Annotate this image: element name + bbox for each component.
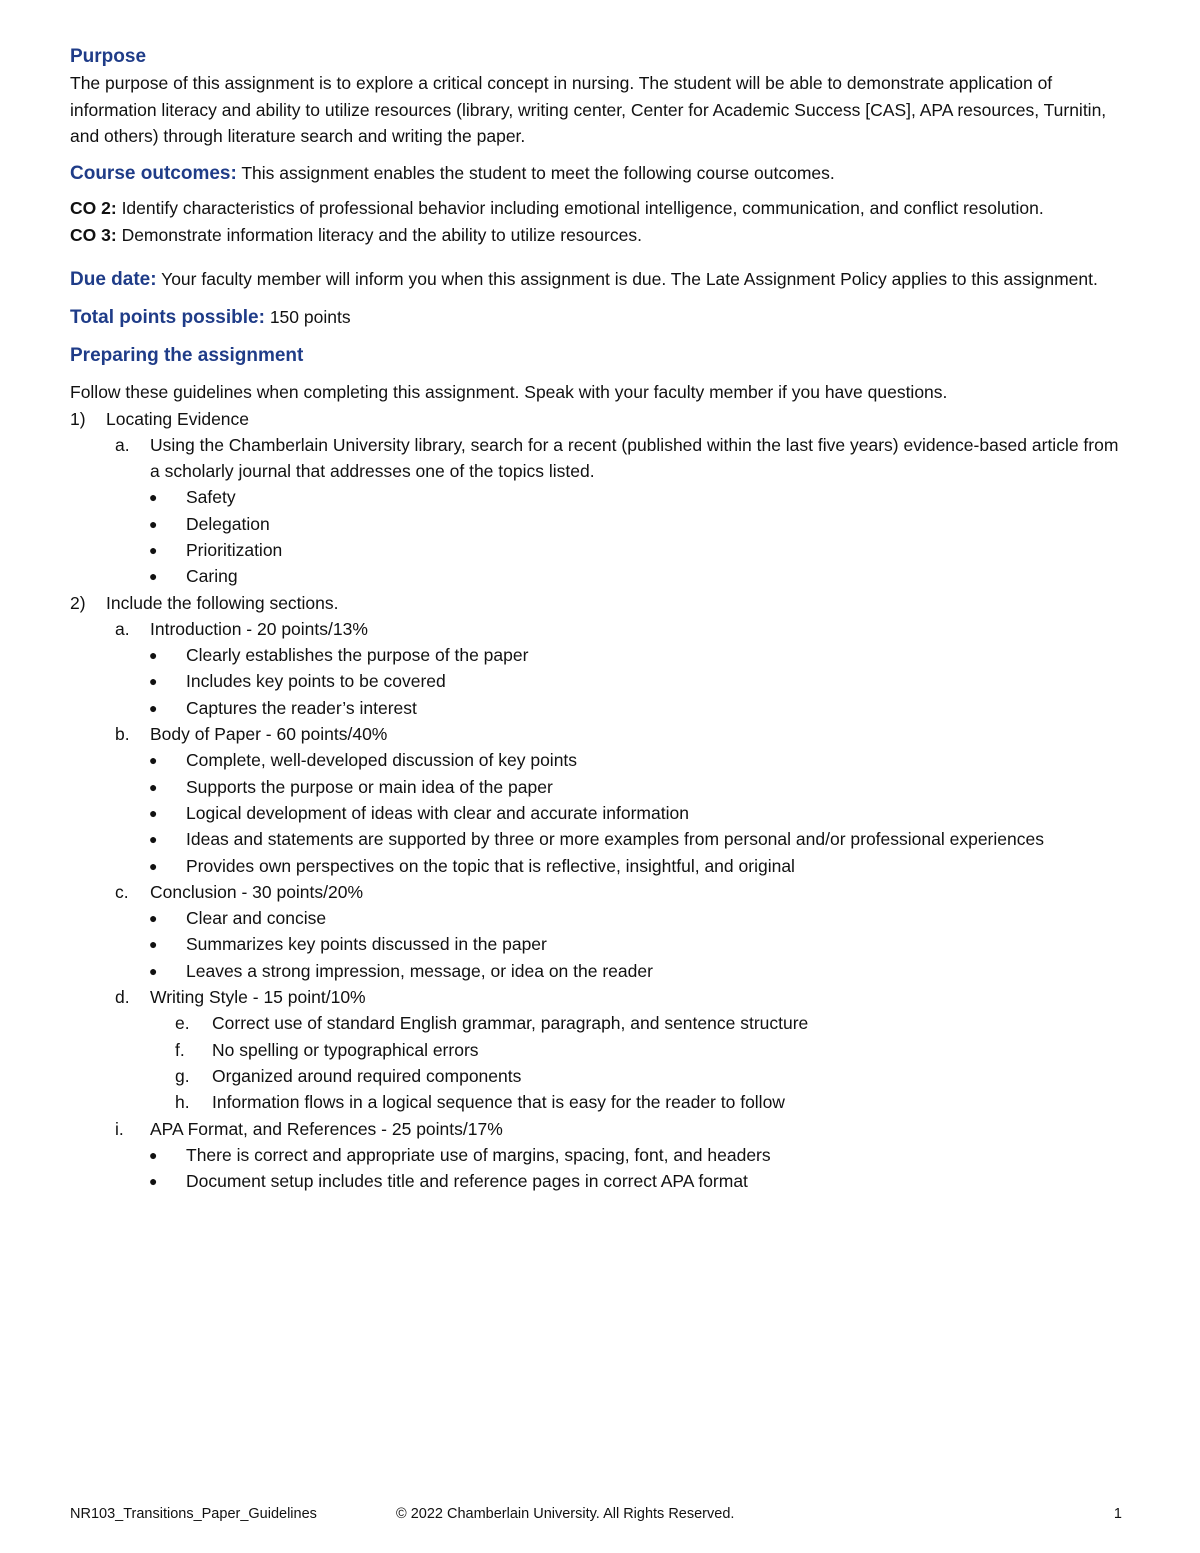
list-item: ● Caring (70, 563, 1130, 589)
list-item: ● Captures the reader’s interest (70, 695, 1130, 721)
course-outcome-item: CO 3: Demonstrate information literacy and the ability to utilize resources. (70, 224, 642, 245)
bullet-icon: ● (149, 1146, 158, 1163)
bullet-icon: ● (149, 489, 158, 506)
due-date-heading: Due date: (70, 269, 157, 290)
list-item: ● Ideas and statements are supported by three or more examples from personal and/or professional experiences (70, 826, 1130, 852)
list-item: ● Leaves a strong impression, message, or idea on the reader (70, 958, 1130, 984)
list-item: ● Supports the purpose or main idea of the paper (70, 774, 1130, 800)
purpose-section (70, 44, 1130, 150)
course-outcomes-section (70, 160, 1130, 188)
bullet-icon: ● (149, 752, 158, 769)
purpose-text: The purpose of this assignment is to explore a critical concept in nursing. The student will be able to demonstrate application of information literacy and ability to utilize resources (library, writing center, Center for Academic Success [CAS], APA resources, Turnitin, and others) through literature search and writing the paper. (70, 73, 1107, 146)
bullet-icon: ● (149, 910, 158, 927)
list-item: 1) Locating Evidence (70, 408, 250, 429)
list-item: a. Using the Chamberlain University library, search for a recent (published within the last five years) evidence-based article from a scholarly journal that addresses one of the topics listed. (115, 434, 1119, 482)
bullet-icon: ● (149, 515, 158, 532)
bullet-icon: ● (149, 962, 158, 979)
bullet-icon: ● (149, 699, 158, 716)
bullet-icon: ● (149, 541, 158, 558)
list-item: ● Clearly establishes the purpose of the paper (70, 642, 1130, 668)
total-points-heading: Total points possible: (70, 306, 265, 328)
course-outcome-list (70, 195, 1130, 248)
list-item: e. Correct use of standard English grammar, paragraph, and sentence structure (175, 1013, 809, 1034)
page-number: 1 (1113, 1506, 1122, 1522)
preparing-heading: Preparing the assignment (70, 345, 304, 366)
list-item: ● Complete, well-developed discussion of key points (70, 747, 1130, 773)
course-outcomes-heading: Course outcomes: (70, 162, 237, 184)
bullet-icon: ● (149, 568, 158, 585)
bullet-icon: ● (149, 673, 158, 690)
purpose-heading: Purpose (70, 46, 147, 67)
course-outcomes-text: This assignment enables the student to meet the following course outcomes. (241, 162, 835, 183)
footer-copyright: © 2022 Chamberlain University. All Rights Reserved. (396, 1506, 735, 1522)
bullet-icon: ● (149, 936, 158, 953)
bullet-icon: ● (149, 647, 158, 664)
list-item: i. APA Format, and References - 25 points/17% (115, 1118, 503, 1139)
list-item: ● Prioritization (70, 537, 1130, 563)
total-points-text: 150 points (269, 306, 351, 327)
list-item: d. Writing Style - 15 point/10% (115, 987, 366, 1008)
list-item: ● Clear and concise (70, 905, 1130, 931)
total-points-section (70, 304, 1130, 332)
list-item: ● Safety (70, 484, 1130, 510)
list-item: ● Provides own perspectives on the topic that is reflective, insightful, and original (70, 853, 1130, 879)
bullet-icon: ● (149, 778, 158, 795)
guidelines-list (70, 406, 1130, 1195)
preparing-intro: Follow these guidelines when completing this assignment. Speak with your faculty member if you have questions. (70, 382, 948, 402)
preparing-section (70, 343, 1130, 1194)
bullet-icon: ● (149, 1173, 158, 1190)
list-item: b. Body of Paper - 60 points/40% (115, 724, 388, 745)
list-item: f. No spelling or typographical errors (175, 1039, 479, 1060)
course-outcome-item: CO 2: Identify characteristics of professional behavior including emotional intelligence, communication, and conflict resolution. (70, 198, 1044, 218)
list-item: ● Includes key points to be covered (70, 668, 1130, 694)
due-date-text: Your faculty member will inform you when this assignment is due. The Late Assignment Policy applies to this assignment. (161, 269, 1098, 289)
list-item: ● Summarizes key points discussed in the paper (70, 931, 1130, 957)
list-item: c. Conclusion - 30 points/20% (115, 881, 364, 902)
list-item: ● Delegation (70, 511, 1130, 537)
document-body (70, 44, 1130, 1194)
bullet-icon: ● (149, 831, 158, 848)
list-item: g. Organized around required components (175, 1065, 522, 1086)
list-item: ● Document setup includes title and reference pages in correct APA format (70, 1168, 1130, 1194)
list-item: a. Introduction - 20 points/13% (115, 618, 368, 639)
bullet-icon: ● (149, 857, 158, 874)
footer-doc-name: NR103_Transitions_Paper_Guidelines (70, 1506, 317, 1522)
due-date-section (70, 266, 1130, 294)
list-item: ● Logical development of ideas with clear and accurate information (70, 800, 1130, 826)
bullet-icon: ● (149, 804, 158, 821)
list-item: ● There is correct and appropriate use of margins, spacing, font, and headers (70, 1142, 1130, 1168)
list-item: 2) Include the following sections. (70, 592, 339, 613)
list-item: h. Information flows in a logical sequence that is easy for the reader to follow (175, 1092, 785, 1113)
